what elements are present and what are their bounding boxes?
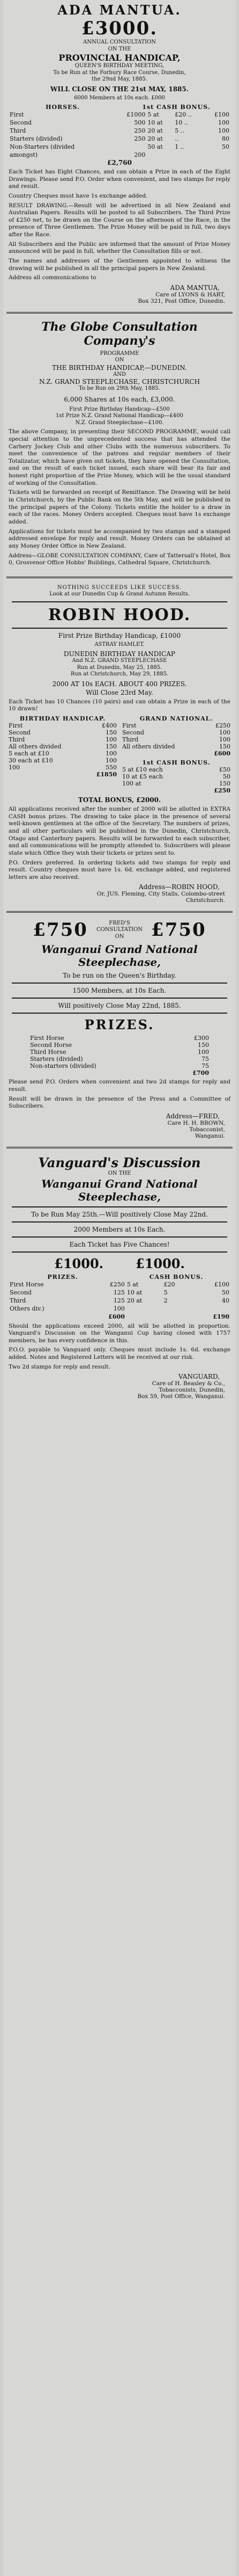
ad-signature: VANGUARD, [178,1373,220,1381]
list-item: 100 at 150 [122,780,230,788]
table-row: Third 125 20 at 2 40 [10,1297,229,1304]
list-item: 5 at £10 each £50 [122,766,230,774]
divider [6,1147,233,1148]
list-item: Third Horse 100 [30,1049,209,1056]
list-item: 30 each at £10 100 [9,757,117,765]
list-item: 5 each at £10 100 [9,750,117,758]
ad-paragraph: The above Company, in presenting their SECOND PROGRAMME, would call special attention to the unprecedented success that has attended the Carbery Jockey Club and other Clubs with the numerous subscribers. To meet the convenience of the patrons and regular members of their Totalizator, which have given out tickets, they have opened the Consultation, and on the result of each ticket issued, each share will bear its fair and honest right proportion of the Prize Money, which will be the usual standard of working of the Consultation. [9,428,230,486]
ad-signature: ADA MANTUA, [170,283,220,292]
ad-vanguard-discussion [3,1153,236,1403]
ad-signature: Care of LYONS & HART, [155,291,225,298]
ad-paragraph: Address—GLOBE CONSULTATION COMPANY, Care of Tattersall's Hotel, Box 0, Grosvenor Office Hobbs' Buildings, Cathedral Square, Christchurch. [9,552,230,566]
ad-close: Will positively Close May 22nd, 1885. [58,1002,181,1010]
list-item: First Horse £300 [30,1035,209,1042]
ad-title: ROBIN HOOD. [48,605,191,624]
ad-signature: Address—FRED, [166,1112,220,1120]
list-item: Second 100 [122,729,230,737]
ad-line: To be Run at the Forbury Race Course, Dunedin, [53,69,186,76]
ad-line: To be run on the Queen's Birthday. [63,972,176,980]
divider [6,911,233,913]
ad-title: Vanguard's Discussion [38,1155,201,1171]
ad-line: PROGRAMME [100,350,139,356]
table-row: First Horse £250 5 at £20 £100 [10,1280,229,1288]
ad-signature: Christchurch. [185,897,225,904]
ad-amount: £750 [33,919,88,941]
ad-signature: Tobacconist, [189,1126,225,1133]
ad-close: WILL CLOSE ON THE 21st MAY, 1885. [50,85,189,93]
ad-signature: Care H. H. BROWN, [167,1120,225,1127]
list-item: Non-starters (divided) 75 [30,1063,209,1070]
ad-prize: First Prize Birthday Handicap, £1000 [58,631,181,639]
ad-signature: Box 59, Post Office, Wanganui. [137,1393,225,1400]
divider [6,577,233,578]
ad-line: To be Run on 29th May, 1885. [79,385,160,392]
ad-paragraph: P.O. Orders preferred. In ordering tickets add two stamps for reply and result. Country cheques must have 1s. 6d. exchange added, and registered letters are also received. [9,859,230,881]
ad-paragraph: Two 2d stamps for reply and result. [9,1363,110,1370]
ad-paragraph: All applications received after the number of 2000 will be allotted in EXTRA CASH bonus prizes. The drawing to take place in the presence of several well-known gentlemen at the office of the Secretary. The numbers of prizes, and all other particulars will be published in the Dunedin, Christchurch, Otago and Canterbury papers. Results will be forwarded to each subscriber, and all communications will be promptly attended to. Subscribers will please state which Office they wish their tickets or prizes sent to. [9,806,230,856]
ad-line: the 29nd May, 1885. [92,76,147,82]
ad-signature: Wanganui. [195,1133,225,1140]
ad-amount: £1000. [136,1255,185,1271]
table-row: Starters (divided) 250 20 at .. 80 [10,135,229,142]
list-item: £600 [214,750,230,758]
ad-amount: £1000. [54,1255,103,1271]
col-head: PRIZES. [47,1273,78,1280]
ad-signature: Care of H. Beasley & Co., [152,1380,225,1387]
list-item: £1850 [96,771,117,778]
ad-signature: Address—ROBIN HOOD, [138,883,220,891]
divider [12,601,227,602]
ad-name: FRED'S [109,920,130,926]
divider [12,1251,227,1253]
ad-robin-hood [3,583,236,907]
ad-paragraph: Country Cheques must have 1s exchange added. [9,192,148,199]
table-row: Third 250 20 at 5 .. 100 [10,127,229,134]
ad-tagline: NOTHING SUCCEEDS LIKE SUCCESS. [57,584,182,591]
ad-line: ANNUAL CONSULTATION [83,39,156,45]
ad-paragraph: Each Ticket has Eight Chances, and can obtain a Prize in each of the Eight Drawings. Please send P.O. Order when convenient, and two stamps for reply and result. [9,169,230,190]
divider [12,983,227,984]
ad-name: ON [115,933,124,940]
col-head: 1st CASH BONUS. [142,104,211,111]
ad-freds-consultation [3,917,236,1143]
prize-table [9,111,230,159]
birthday-column [9,715,117,794]
list-item: First £400 [9,722,117,730]
list-item: All others divided 150 [9,743,117,751]
ad-line: Run at Christchurch, May 29, 1885. [70,671,169,678]
ad-line: ON [115,357,124,363]
ad-race: Wanganui Grand National Steeplechase, [41,1177,198,1203]
col-head: CASH BONUS. [149,1273,204,1280]
ad-paragraph: P.O.O. payable to Vanguard only. Cheques must include 1s. 6d. exchange added. Notes and Registered Letters will be received at our risk. [9,1347,230,1361]
ad-total: TOTAL BONUS, £2000. [78,796,161,804]
ad-paragraph: Tickets will be forwarded on receipt of Remittance. The Drawing will be held in Christchurch, by the Public Bank on the 5th May, and will be published in the principal papers of the Colony. Tickets entitle the holder to a draw in each of the races. Money Orders accepted. Cheques must have 1s exchange added. [9,489,230,525]
ad-name: CONSULTATION [96,927,143,933]
table-row: Others div.) 100 [10,1305,125,1312]
ad-paragraph: Applications for tickets must be accompanied by two stamps and a stamped addressed envelope for reply and result. Money Orders can be obtained at any Money Order Office in New Zealand. [9,528,230,549]
divider [6,312,233,314]
list-item: £250 [214,787,230,795]
ad-members: 2000 Members at 10s Each. [73,1225,166,1233]
ad-signature: Or, JUS. Fleming, City Stalls, Colombo-street [96,891,225,898]
col-head: BIRTHDAY HANDICAP. [19,715,106,723]
ad-event: DUNEDIN BIRTHDAY HANDICAP [64,650,175,658]
ad-paragraph: Please send P.O. Orders when convenient and two 2d stamps for reply and result. [9,1079,230,1093]
newspaper-page [3,0,236,2576]
ad-paragraph: RESULT DRAWING.—Result will be advertised in all New Zealand and Australian Papers. Results will be posted to all Subscribers. The Third Prize of £250 net, to be drawn on the Course on the afternoon of the Race, in the presence of Three Gentlemen. The Prize Money will be paid in full, two days after the Race. [9,202,230,238]
divider [12,1013,227,1014]
table-row: Second 125 10 at 5 50 [10,1289,229,1296]
ad-event: N.Z. GRAND STEEPLECHASE, CHRISTCHURCH [39,378,200,386]
table-row: amongst) 200 [10,151,146,158]
ad-header [9,919,230,941]
ad-line: ON THE [108,46,131,52]
ad-line: AND [113,371,126,377]
list-item: All others divided 150 [122,743,230,751]
ad-sub: ASTRAY HAMLET. [94,641,145,647]
divider [12,1221,227,1222]
ad-line: ON THE [108,1170,131,1177]
prize-table [9,1280,230,1321]
ad-chances: Each Ticket has Five Chances! [69,1240,170,1248]
list-item: Second Horse 150 [30,1042,209,1049]
list-item: First £250 [122,722,230,730]
table-row: Second 500 10 at 10 .. 100 [10,119,229,126]
ad-title: ADA MANTUA. [57,2,182,18]
ad-signature: Tobacconists, Dunedin, [159,1387,225,1394]
ad-paragraph: Should the applications exceed 2000, all will be allotted in proportion. Vanguard's Discussion on the Wanganui Cup having closed with 1757 members, he has every confidence in this. [9,1322,230,1344]
ad-event: PROVINCIAL HANDICAP, [58,53,181,63]
ad-amount: £750 [151,919,206,941]
ad-prize: 1st Prize N.Z. Grand National Handicap—£400 [56,413,183,419]
ad-members: 1500 Members, at 10s Each. [72,987,167,995]
ad-close: Will Close 23rd May. [86,688,153,696]
ad-line: QUEEN'S BIRTHDAY MEETING, [74,63,165,69]
ad-line: And N.Z. GRAND STEEPLECHASE [72,658,167,664]
ad-members: 6000 Members at 10s each. £000 [74,94,165,101]
ad-total: £2,760 [107,159,132,166]
divider [12,998,227,999]
ad-paragraph: Result will be drawn in the presence of the Press and a Committee of Subscribers. [9,1095,230,1110]
grand-national-column [122,715,230,794]
ad-globe-consultation [3,318,236,572]
table-row: Non-Starters (divided 50 at 1 .. 50 [10,143,229,150]
list-item: 10 at £5 each 50 [122,773,230,781]
col-head: HORSES. [46,104,80,111]
ad-paragraph: The names and addresses of the Gentlemen appointed to witness the drawing will be published in all the principal papers in New Zealand. [9,258,230,272]
ad-ada-mantua [3,0,236,308]
divider [12,1206,227,1207]
ad-members: 2000 AT 10s EACH. ABOUT 400 PRIZES. [52,680,187,688]
ad-paragraph: All Subscribers and the Public are informed that the amount of Prize Money announced will be paid in full, whether the Consultation fills or not. [9,241,230,255]
ad-line: Run at Dunedin, May 25, 1885. [77,664,162,671]
divider [12,628,227,629]
list-item: 100 550 [9,764,117,772]
ad-prize: First Prize Birthday Handicap—£500 [69,406,170,412]
ad-race: Wanganui Grand National Steeplechase, [41,943,198,969]
list-item: Second 150 [9,729,117,737]
ad-tagline: Look at our Dunedin Cup & Grand Autumn Results. [49,591,190,598]
list-item: Third 100 [9,736,117,744]
divider [12,1236,227,1238]
col-head: GRAND NATIONAL. [139,715,213,723]
ad-amount: £3000. [81,18,158,39]
ad-signature: Box 321, Post Office, Dunedin. [138,297,225,304]
table-row: First £1000 5 at £20 .. £100 [10,111,229,118]
list-item: Third 100 [122,736,230,744]
table-row: £600 £190 [108,1313,229,1320]
col-head: 1st CASH BONUS. [142,759,211,767]
list-item: Starters (divided) 75 [30,1056,209,1063]
ad-title: The Globe Consultation Company's [41,319,198,348]
ad-paragraph: Each Ticket has 10 Chances (10 pairs) and can obtain a Prize in each of the 10 drawn! [9,698,230,712]
ad-prize: N.Z. Grand Steeplechase—£100. [75,419,164,426]
ad-total: £700 [192,1069,209,1077]
ad-event: THE BIRTHDAY HANDICAP,—DUNEDIN. [52,363,187,372]
ad-members: 6,000 Shares at 10s each, £3,000. [64,395,175,403]
ad-line: To be Run May 25th.—Will positively Close May 22nd. [31,1210,208,1218]
ad-paragraph: Address all communications to [9,274,96,281]
prizes-title: PRIZES. [84,1017,155,1033]
